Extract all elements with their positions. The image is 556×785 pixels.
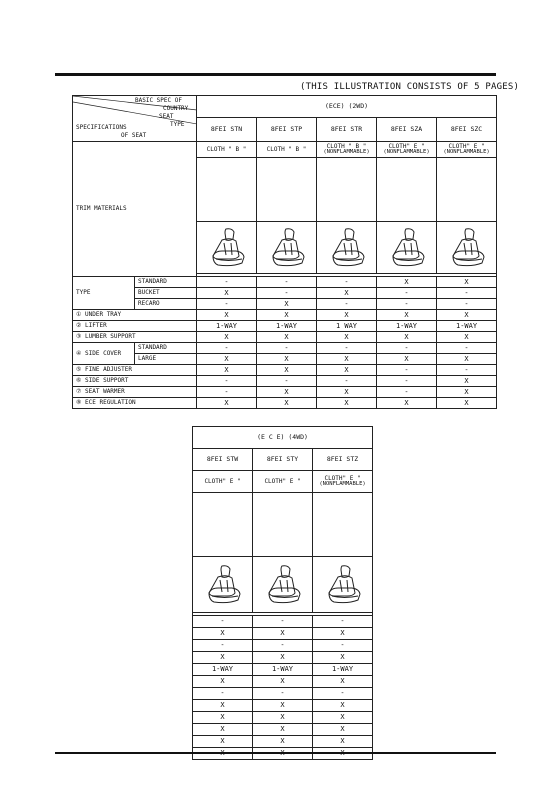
model-code: 8FEI STZ bbox=[313, 449, 373, 471]
spec-value: X bbox=[197, 288, 257, 299]
model-code: 8FEI STW bbox=[193, 449, 253, 471]
row-label: SIDE SUPPORT bbox=[85, 377, 129, 384]
row-label: UNDER TRAY bbox=[85, 311, 122, 318]
spec-value: - bbox=[317, 343, 377, 354]
spec-value: X bbox=[253, 676, 313, 688]
group-header: (E C E) (4WD) bbox=[193, 427, 373, 449]
spec-value: X bbox=[317, 398, 377, 409]
spec-value: X bbox=[257, 398, 317, 409]
row-number: ② bbox=[76, 322, 82, 329]
corner-specifications: SPECIFICATIONS bbox=[76, 124, 127, 131]
row-label: LIFTER bbox=[85, 322, 107, 329]
row-number: ⑥ bbox=[76, 377, 82, 384]
spec-value: 1-WAY bbox=[197, 321, 257, 332]
spec-value: - bbox=[197, 376, 257, 387]
spec-value: X bbox=[253, 628, 313, 640]
seat-drawing-icon bbox=[384, 226, 430, 270]
spec-value: X bbox=[313, 724, 373, 736]
spec-value: X bbox=[253, 736, 313, 748]
row-label-fine-adjuster bbox=[73, 365, 197, 376]
row-label-side-support bbox=[73, 376, 197, 387]
spec-value: X bbox=[437, 398, 497, 409]
spec-value: - bbox=[317, 376, 377, 387]
spec-value: - bbox=[257, 376, 317, 387]
spec-value: - bbox=[253, 640, 313, 652]
trim-name: CLOTH" E " bbox=[204, 477, 241, 485]
side-cover-standard: STANDARD bbox=[135, 343, 197, 354]
trim-sub: (NONFLAMMABLE) bbox=[323, 148, 370, 155]
spec-value: X bbox=[253, 700, 313, 712]
spec-value: 1-WAY bbox=[437, 321, 497, 332]
spec-value: X bbox=[257, 332, 317, 343]
spec-value: - bbox=[313, 688, 373, 700]
spec-value: X bbox=[377, 354, 437, 365]
spec-value: 1-WAY bbox=[193, 664, 253, 676]
row-label-under-tray bbox=[73, 310, 197, 321]
spec-value: - bbox=[317, 277, 377, 288]
spec-value: - bbox=[437, 343, 497, 354]
spec-value: X bbox=[313, 736, 373, 748]
spec-value: - bbox=[197, 387, 257, 398]
bottom-rule bbox=[55, 752, 496, 754]
seat-illustration bbox=[193, 557, 253, 613]
spec-value: - bbox=[377, 387, 437, 398]
spec-value: X bbox=[317, 288, 377, 299]
spec-value: X bbox=[313, 676, 373, 688]
seat-illustration bbox=[257, 222, 317, 274]
spec-value: X bbox=[193, 700, 253, 712]
spec-value: - bbox=[193, 688, 253, 700]
trim-name: CLOTH" E " bbox=[388, 142, 425, 150]
spec-value: X bbox=[377, 332, 437, 343]
seat-illustration bbox=[313, 557, 373, 613]
spec-value: 1-WAY bbox=[377, 321, 437, 332]
model-code: 8FEI STN bbox=[197, 118, 257, 142]
row-label: SEAT WARMER bbox=[85, 388, 125, 395]
trim-name: CLOTH" E " bbox=[264, 477, 301, 485]
row-label-lumber-support bbox=[73, 332, 197, 343]
spec-value: - bbox=[377, 288, 437, 299]
trim-sub: (NONFLAMMABLE) bbox=[443, 148, 490, 155]
seat-drawing-icon bbox=[444, 226, 490, 270]
spec-value: X bbox=[253, 724, 313, 736]
spec-value: - bbox=[197, 343, 257, 354]
spec-value: - bbox=[193, 616, 253, 628]
seat-illustration bbox=[377, 222, 437, 274]
spec-value: X bbox=[377, 398, 437, 409]
trim-name: CLOTH" E " bbox=[324, 474, 361, 482]
seat-spec-table-4wd bbox=[192, 426, 373, 760]
row-label: LUMBER SUPPORT bbox=[85, 333, 136, 340]
seat-illustration bbox=[253, 557, 313, 613]
spec-value: - bbox=[313, 640, 373, 652]
row-number: ① bbox=[76, 311, 82, 318]
spec-value: X bbox=[193, 712, 253, 724]
trim-sub: (NONFLAMMABLE) bbox=[319, 480, 366, 487]
spec-value: X bbox=[193, 652, 253, 664]
side-cover-large: LARGE bbox=[135, 354, 197, 365]
spec-value: X bbox=[437, 354, 497, 365]
spec-value: - bbox=[377, 365, 437, 376]
spec-value: X bbox=[313, 628, 373, 640]
spec-value: X bbox=[257, 387, 317, 398]
spec-value: X bbox=[317, 365, 377, 376]
seat-drawing-icon bbox=[260, 563, 306, 607]
seat-drawing-icon bbox=[324, 226, 370, 270]
seat-spec-table-2wd bbox=[72, 95, 497, 409]
seat-drawing-icon bbox=[204, 226, 250, 270]
spec-value: X bbox=[193, 736, 253, 748]
type-option-standard: STANDARD bbox=[135, 277, 197, 288]
spec-value: X bbox=[197, 398, 257, 409]
type-option-bucket: BUCKET bbox=[135, 288, 197, 299]
spec-value: X bbox=[437, 310, 497, 321]
spec-value: X bbox=[317, 387, 377, 398]
row-number: ④ bbox=[76, 349, 82, 357]
type-label: TYPE bbox=[73, 277, 135, 310]
corner-country: COUNTRY bbox=[163, 105, 189, 112]
spec-value: - bbox=[197, 277, 257, 288]
spec-value: X bbox=[377, 310, 437, 321]
spec-value: X bbox=[317, 354, 377, 365]
seat-drawing-icon bbox=[200, 563, 246, 607]
seat-drawing-icon bbox=[264, 226, 310, 270]
spec-value: X bbox=[193, 628, 253, 640]
spec-value: X bbox=[193, 676, 253, 688]
spec-value: - bbox=[257, 343, 317, 354]
corner-basic-spec: BASIC SPEC OF bbox=[135, 97, 182, 104]
row-number: ③ bbox=[76, 333, 82, 340]
spec-value: - bbox=[257, 277, 317, 288]
model-code: 8FEI SZA bbox=[377, 118, 437, 142]
spec-value: X bbox=[437, 376, 497, 387]
spec-value: 1-WAY bbox=[253, 664, 313, 676]
row-label-seat-warmer bbox=[73, 387, 197, 398]
spec-value: - bbox=[253, 688, 313, 700]
spec-value: X bbox=[197, 354, 257, 365]
spec-value: X bbox=[253, 652, 313, 664]
spec-value: - bbox=[377, 299, 437, 310]
spec-value: X bbox=[257, 310, 317, 321]
trim-name: CLOTH " B " bbox=[326, 142, 367, 150]
spec-value: - bbox=[377, 376, 437, 387]
trim-materials-label: TRIM MATERIALS bbox=[73, 142, 197, 277]
spec-value: X bbox=[193, 724, 253, 736]
spec-value: - bbox=[377, 343, 437, 354]
spec-value: - bbox=[313, 616, 373, 628]
spec-value: X bbox=[257, 354, 317, 365]
spec-value: 1-WAY bbox=[313, 664, 373, 676]
seat-drawing-icon bbox=[320, 563, 366, 607]
row-label: SIDE COVER bbox=[85, 349, 122, 357]
model-code: 8FEI STY bbox=[253, 449, 313, 471]
spec-value: - bbox=[193, 640, 253, 652]
spec-value: X bbox=[437, 332, 497, 343]
seat-illustration bbox=[437, 222, 497, 274]
spec-value: X bbox=[437, 277, 497, 288]
row-label-lifter bbox=[73, 321, 197, 332]
spec-value: X bbox=[257, 365, 317, 376]
trim-name: CLOTH " B " bbox=[266, 145, 307, 153]
row-number: ⑦ bbox=[76, 388, 82, 395]
trim-name: CLOTH" E " bbox=[448, 142, 485, 150]
type-option-recaro: RECARO bbox=[135, 299, 197, 310]
row-number: ⑧ bbox=[76, 399, 82, 406]
spec-value: X bbox=[313, 700, 373, 712]
spec-value: X bbox=[257, 299, 317, 310]
trim-sub: (NONFLAMMABLE) bbox=[383, 148, 430, 155]
row-label: FINE ADJUSTER bbox=[85, 366, 132, 373]
spec-value: 1 WAY bbox=[317, 321, 377, 332]
spec-value: X bbox=[317, 332, 377, 343]
spec-value: X bbox=[313, 712, 373, 724]
seat-illustration bbox=[317, 222, 377, 274]
spec-value: X bbox=[253, 712, 313, 724]
spec-value: X bbox=[197, 365, 257, 376]
page-count-note: (THIS ILLUSTRATION CONSISTS OF 5 PAGES) bbox=[300, 82, 520, 92]
spec-value: X bbox=[377, 277, 437, 288]
corner-of-seat: OF SEAT bbox=[121, 132, 147, 139]
spec-value: 1-WAY bbox=[257, 321, 317, 332]
spec-value: X bbox=[437, 387, 497, 398]
model-code: 8FEI STR bbox=[317, 118, 377, 142]
corner-type: TYPE bbox=[170, 121, 185, 128]
row-label: ECE REGULATION bbox=[85, 399, 136, 406]
spec-value: X bbox=[313, 652, 373, 664]
model-code: 8FEI SZC bbox=[437, 118, 497, 142]
row-number: ⑤ bbox=[76, 366, 82, 373]
corner-header bbox=[73, 96, 197, 142]
spec-value: X bbox=[197, 332, 257, 343]
spec-value: - bbox=[257, 288, 317, 299]
trim-name: CLOTH " B " bbox=[206, 145, 247, 153]
spec-value: - bbox=[253, 616, 313, 628]
spec-value: - bbox=[437, 288, 497, 299]
group-header: (ECE) (2WD) bbox=[197, 96, 497, 118]
spec-value: - bbox=[317, 299, 377, 310]
spec-value: - bbox=[437, 365, 497, 376]
spec-value: X bbox=[197, 310, 257, 321]
seat-illustration bbox=[197, 222, 257, 274]
row-label-side-cover bbox=[73, 343, 135, 365]
spec-value: - bbox=[197, 299, 257, 310]
spec-value: - bbox=[437, 299, 497, 310]
top-rule bbox=[55, 73, 496, 76]
corner-seat: SEAT bbox=[159, 113, 174, 120]
spec-value: X bbox=[317, 310, 377, 321]
model-code: 8FEI STP bbox=[257, 118, 317, 142]
row-label-ece-regulation bbox=[73, 398, 197, 409]
